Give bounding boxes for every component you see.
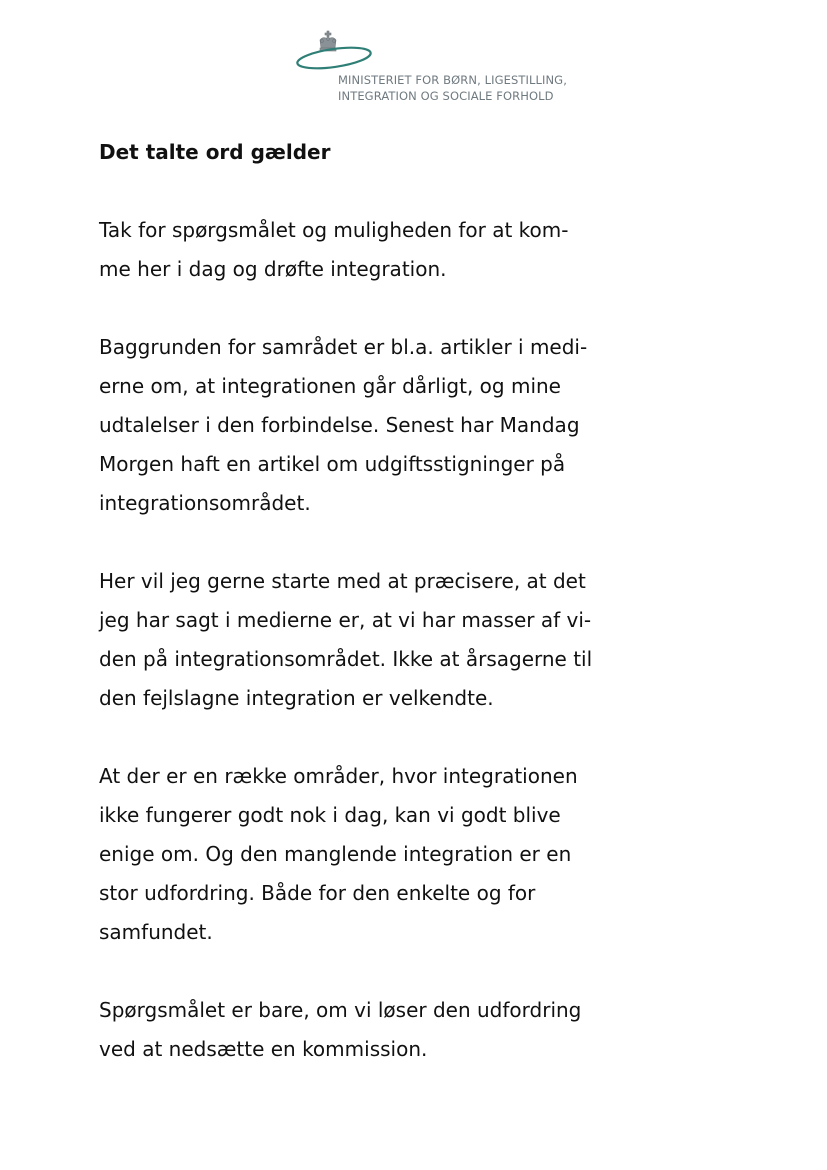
ministry-name-line-2: INTEGRATION OG SOCIALE FORHOLD [338,89,554,103]
paragraph-list [99,211,659,1069]
paragraph-line: integrationsområdet. [99,491,311,515]
paragraph-line: Tak for spørgsmålet og muligheden for at kom- [99,218,569,242]
crown-emblem-icon [296,28,376,74]
ministry-name [338,72,567,104]
paragraph-line: Morgen haft en artikel om udgiftsstigninger på [99,452,566,476]
paragraph-line: Her vil jeg gerne starte med at præcisere, at det [99,569,586,593]
paragraph [99,562,659,718]
paragraph-line: ikke fungerer godt nok i dag, kan vi godt blive [99,803,561,827]
paragraph [99,211,659,289]
ministry-name-line-1: MINISTERIET FOR BØRN, LIGESTILLING, [338,73,567,87]
paragraph-line: jeg har sagt i medierne er, at vi har masser af vi- [99,608,592,632]
paragraph-line: me her i dag og drøfte integration. [99,257,447,281]
paragraph-line: Baggrunden for samrådet er bl.a. artikler i medi- [99,335,588,359]
paragraph [99,328,659,523]
paragraph-line: stor udfordring. Både for den enkelte og for [99,881,536,905]
paragraph-line: At der er en række områder, hvor integrationen [99,764,578,788]
paragraph [99,991,659,1069]
ministry-logo [296,28,596,108]
paragraph-line: enige om. Og den manglende integration er en [99,842,572,866]
document-heading: Det talte ord gælder [99,140,331,164]
document-body [99,133,659,1108]
paragraph-line: Spørgsmålet er bare, om vi løser den udfordring [99,998,582,1022]
paragraph-line: den fejlslagne integration er velkendte. [99,686,494,710]
paragraph-line: udtalelser i den forbindelse. Senest har Mandag [99,413,580,437]
paragraph-line: den på integrationsområdet. Ikke at årsagerne til [99,647,593,671]
paragraph-line: samfundet. [99,920,213,944]
paragraph [99,757,659,952]
paragraph-line: ved at nedsætte en kommission. [99,1037,428,1061]
paragraph-line: erne om, at integrationen går dårligt, og mine [99,374,561,398]
